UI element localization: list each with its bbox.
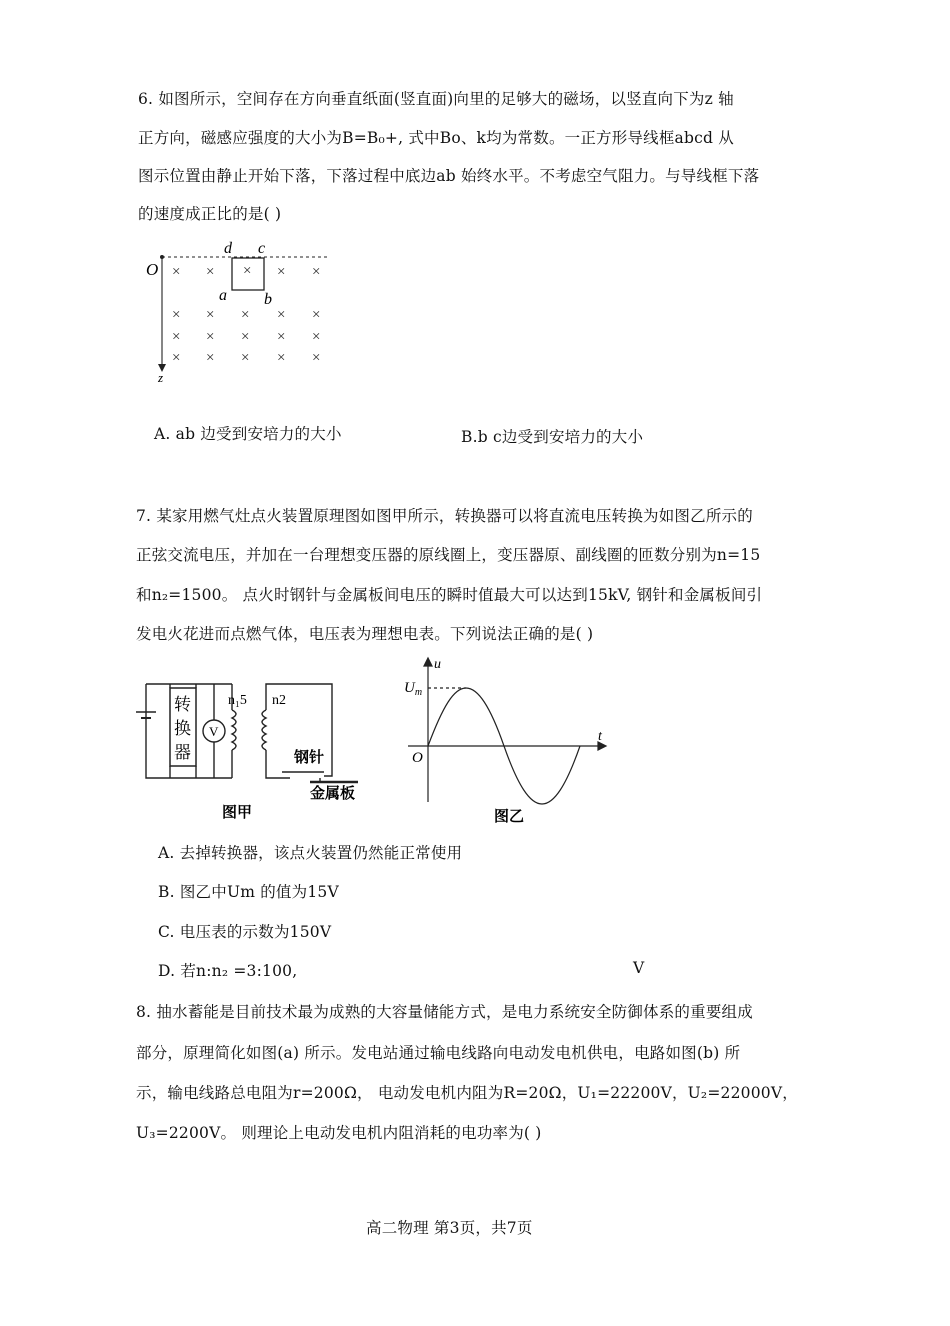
svg-text:×: × [206,264,215,280]
svg-text:×: × [312,264,321,280]
svg-text:×: × [241,307,250,323]
svg-text:×: × [206,350,215,366]
svg-text:×: × [312,329,321,345]
q7-line-2: 正弦交流电压，并加在一台理想变压器的原线圈上，变压器原、副线圈的匝数分别为n=15 [136,546,761,564]
q6-option-a: A. ab 边受到安培力的大小 [154,425,342,443]
converter-label-1: 转 [174,695,191,715]
label-c: c [258,240,266,257]
u-label: u [434,657,441,672]
label-b: b [264,291,272,308]
q8-line-2: 部分，原理简化如图(a) 所示。发电站通过输电线路向电动发电机供电，电路如图(b) 所 [136,1044,741,1062]
field-crosses [172,263,320,366]
svg-text:×: × [206,329,215,345]
q7-option-d-tail: V [633,959,645,977]
svg-text:×: × [172,329,181,345]
plate-label: 金属板 [310,786,356,802]
secondary-coil [262,710,266,750]
svg-text:×: × [277,264,286,280]
q6-magnetic-field-figure [140,236,340,386]
origin-dot [160,255,164,259]
origin-label: O [146,260,159,279]
svg-text:×: × [243,263,252,279]
q8-line-3: 示，输电线路总电阻为r=200Ω， 电动发电机内阻为R=20Ω，U₁=22200V，U₂=22000V， [136,1084,798,1102]
q6-line-2: 正方向，磁感应强度的大小为B=B₀+, 式中Bo、k均为常数。一正方形导线框abcd 从 [138,129,734,147]
q7-line-3: 和n₂=1500。 点火时钢针与金属板间电压的瞬时值最大可以达到15kV, 钢针和金属板间引 [136,586,763,604]
svg-text:×: × [277,350,286,366]
converter-label-3: 器 [174,743,191,762]
voltmeter-label: V [209,724,219,739]
origin-label: O [412,750,423,766]
q6-line-3: 图示位置由静止开始下落，下落过程中底边ab 始终水平。不考虑空气阻力。与导线框下落 [138,167,760,185]
n2-label: n2 [272,693,286,708]
svg-text:×: × [241,350,250,366]
q6-line-4: 的速度成正比的是( ) [138,205,282,223]
svg-text:×: × [172,350,181,366]
svg-text:×: × [172,264,181,280]
t-label: t [598,729,602,744]
um-label: $U_m$ [404,680,423,698]
z-axis-label: z [158,370,164,385]
label-a: a [219,287,227,304]
converter-label-2: 换 [174,719,191,738]
page-footer: 高二物理 第3页，共7页 [366,1219,533,1237]
q6-line-1: 6. 如图所示，空间存在方向垂直纸面(竖直面)向里的足够大的磁场，以竖直向下为z 轴 [138,90,734,108]
q7-option-b: B. 图乙中Um 的值为15V [158,883,339,901]
q7-sine-figure-yi [398,656,628,826]
fig-yi-caption: 图乙 [494,809,525,825]
fig-jia-caption: 图甲 [222,805,253,821]
q7-circuit-figure-jia [132,680,372,820]
q7-line-4: 发电火花进而点燃气体，电压表为理想电表。下列说法正确的是( ) [136,625,594,643]
primary-coil [232,710,236,750]
q6-option-b: B.b c边受到安培力的大小 [461,428,644,446]
q7-option-c: C. 电压表的示数为150V [158,923,332,941]
q7-line-1: 7. 某家用燃气灶点火装置原理图如图甲所示，转换器可以将直流电压转换为如图乙所示的 [136,507,753,525]
n1-label: n₁5 [228,693,247,708]
label-d: d [224,240,232,257]
q7-option-d: D. 若n:n₂ =3:100, [158,962,298,980]
q8-line-4: U₃=2200V。 则理论上电动发电机内阻消耗的电功率为( ) [136,1124,542,1142]
svg-text:×: × [277,307,286,323]
u-axis-arrow-icon [424,658,432,666]
q8-line-1: 8. 抽水蓄能是目前技术最为成熟的大容量储能方式，是电力系统安全防御体系的重要组成 [136,1003,753,1021]
q7-option-a: A. 去掉转换器，该点火装置仍然能正常使用 [158,844,463,862]
svg-text:×: × [241,329,250,345]
svg-text:×: × [312,350,321,366]
svg-text:×: × [172,307,181,323]
svg-text:×: × [277,329,286,345]
svg-text:×: × [206,307,215,323]
svg-text:×: × [312,307,321,323]
needle-label: 钢针 [294,750,325,766]
